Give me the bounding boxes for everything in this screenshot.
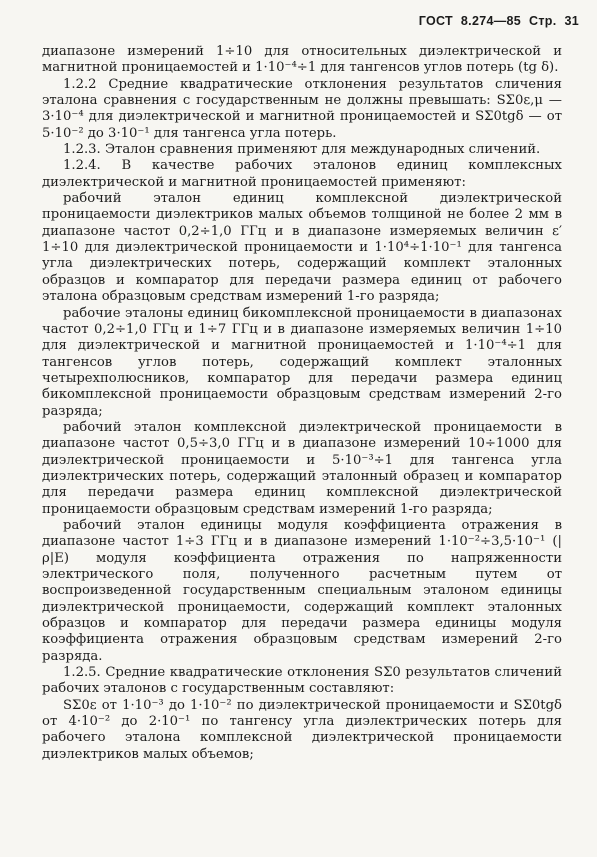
standard-number: 8.274—85: [460, 14, 522, 28]
list-item-working-standard-1: рабочий эталон единиц комплексной диэлектрической проницаемости диэлектриков малых объемов толщиной не более 2 мм в диапазоне частот 0,2÷1,0 ГГц и в диапазоне измеряемых величин ε′ 1÷10 для диэлектрической проницаемости и 1·10⁴÷1·10⁻¹ для тангенса угла диэлектрических потерь, содержащий комплект эталонных образцов и компаратор для передачи размера единиц от рабочего эталона образцовым средствам измерений 1-го разряда;: [42, 191, 562, 305]
list-item-working-standard-3: рабочий эталон комплексной диэлектрической проницаемости в диапазоне частот 0,5÷3,0 ГГц и в диапазоне измерений 10÷1000 для диэлектрической проницаемости и 5·10⁻³÷1 для тангенса угла диэлектрических потерь, содержащий эталонный образец и компаратор для передачи размера единиц комплексной диэлектрической проницаемости образцовым средствам измерений 1-го разряда;: [42, 419, 562, 517]
paragraph-1-2-2: 1.2.2 Средние квадратические отклонения результатов сличения эталона сравнения с государственным не должны превышать: SΣ0ε,μ — 3·10⁻⁴ для диэлектрической и магнитной проницаемостей и SΣ0tgδ — от 5·10⁻² до 3·10⁻¹ для тангенса угла потерь.: [42, 76, 562, 141]
paragraph-continuation: диапазоне измерений 1÷10 для относительных диэлектрической и магнитной проницаемостей и 1·10⁻⁴÷1 для тангенсов углов потерь (tg δ).: [42, 44, 562, 76]
list-item-working-standard-4: рабочий эталон единицы модуля коэффициента отражения в диапазоне частот 1÷3 ГГц и в диапазоне измерений 1·10⁻²÷3,5·10⁻¹ (|ρ|E) модуля коэффициента отражения по напряженности электрического поля, полученного расчетным путем от воспроизведенной государственным специальным эталоном единицы диэлектрической проницаемости, содержащий комплект эталонных образцов и компаратор для передачи размера единицы модуля коэффициента отражения образцовым средствам измерений 2-го разряда.: [42, 517, 562, 664]
page-header: [411, 14, 579, 28]
standard-label: ГОСТ: [418, 14, 453, 28]
paragraph-1-2-3: 1.2.3. Эталон сравнения применяют для международных сличений.: [63, 142, 541, 158]
document-body: [42, 44, 562, 763]
paragraph-1-2-4: 1.2.4. В качестве рабочих эталонов единиц комплексных диэлектрической и магнитной проницаемостей применяют:: [42, 158, 562, 190]
page-number: 31: [564, 14, 579, 28]
page-label: Стр.: [529, 14, 557, 28]
paragraph-1-2-5: 1.2.5. Средние квадратические отклонения SΣ0 результатов сличений рабочих эталонов с государственным составляют:: [42, 665, 562, 697]
paragraph-deviations: SΣ0ε от 1·10⁻³ до 1·10⁻² по диэлектрической проницаемости и SΣ0tgδ от 4·10⁻² до 2·10⁻¹ по тангенсу угла диэлектрических потерь для рабочего эталона комплексной диэлектрической проницаемости диэлектриков малых объемов;: [42, 697, 562, 762]
list-item-working-standard-2: рабочие эталоны единиц бикомплексной проницаемости в диапазонах частот 0,2÷1,0 ГГц и 1÷7 ГГц и в диапазоне измеряемых величин 1÷10 для диэлектрической и магнитной проницаемостей и 1·10⁻⁴÷1 для тангенсов углов потерь, содержащий комплект эталонных четырехполюсников, компаратор для передачи размера единиц бикомплексной проницаемости образцовым средствам измерений 2-го разряда;: [42, 305, 562, 419]
